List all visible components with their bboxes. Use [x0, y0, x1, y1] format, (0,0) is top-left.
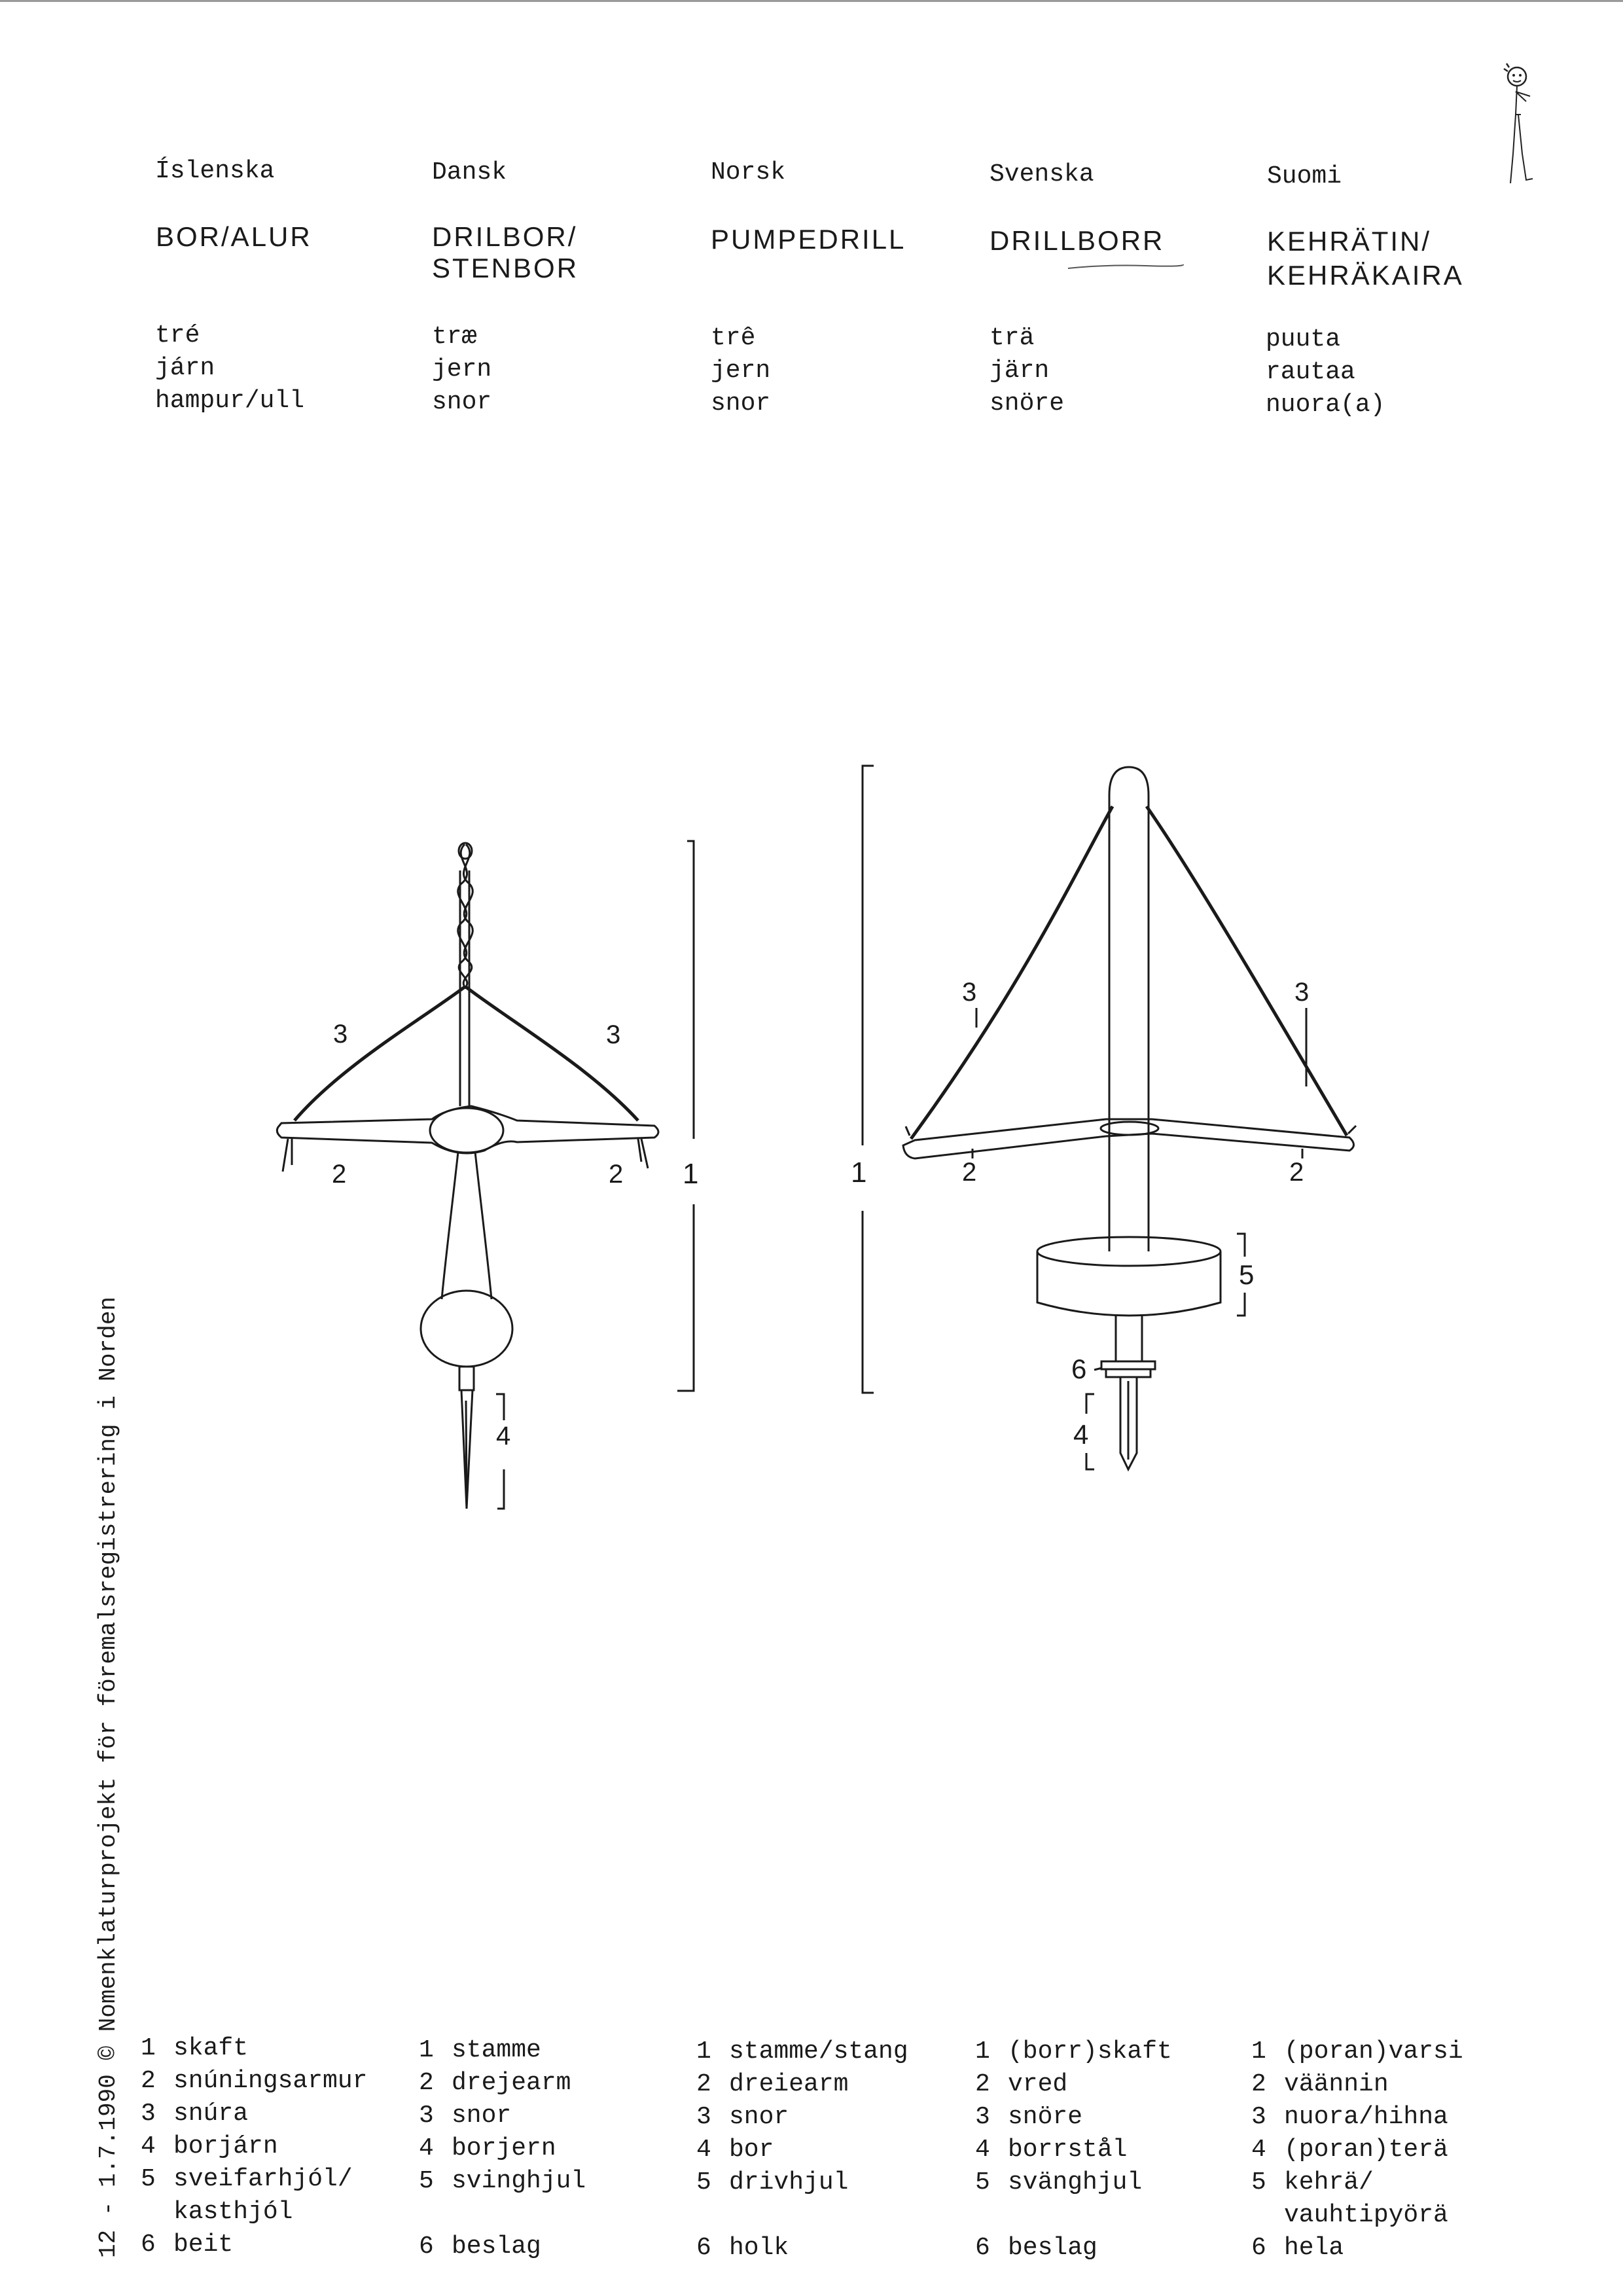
part-row: 5 sveifarhjól/ [141, 2165, 353, 2193]
part-row: 1 skaft [141, 2034, 249, 2062]
parts-dansk [419, 2034, 586, 2263]
term-line: PUMPEDRILL [711, 224, 906, 255]
parts-islenska [141, 2032, 367, 2261]
language-norsk: Norsk [711, 158, 786, 187]
part-row: 5 kehrä/ [1251, 2168, 1374, 2197]
part-row: 2 dreiearm [696, 2070, 849, 2098]
part-row: 2 väännin [1251, 2070, 1389, 2098]
term-line: DRILBOR/ [432, 221, 578, 252]
part-row: 3 snor [419, 2102, 512, 2130]
stick-figure-logo-icon [1492, 62, 1544, 193]
part-row [696, 2199, 908, 2232]
language-svenska: Svenska [990, 160, 1094, 188]
part-row: 4 (poran)terä [1251, 2136, 1448, 2164]
material-item: nuora(a) [1266, 391, 1385, 419]
language-suomi: Suomi [1267, 162, 1342, 190]
part-row: 2 drejearm [419, 2069, 571, 2097]
part-row: 6 holk [696, 2234, 789, 2262]
material-item: jern [432, 355, 492, 384]
language-dansk: Dansk [432, 158, 507, 187]
term-line: DRILLBORR [990, 225, 1165, 256]
material-item: trê [711, 324, 756, 352]
term-islenska [156, 220, 312, 254]
parts-norsk [696, 2036, 908, 2265]
part-row [419, 2198, 586, 2231]
term-line: STENBOR [432, 253, 579, 283]
part-row: 4 bor [696, 2136, 774, 2164]
right-label-6: 6 [1071, 1354, 1089, 1384]
material-item: jern [711, 357, 771, 385]
right-label-3a: 3 [962, 978, 979, 1007]
part-row: kasthjól [173, 2198, 293, 2226]
material-item: járn [155, 354, 215, 382]
left-label-2a: 2 [332, 1160, 349, 1189]
part-row: 3 snúra [141, 2100, 249, 2128]
material-item: snöre [990, 389, 1065, 418]
part-row: 2 vred [975, 2070, 1068, 2098]
material-item: snor [432, 388, 492, 416]
left-label-1: 1 [683, 1158, 701, 1190]
part-row: 5 svänghjul [975, 2168, 1143, 2197]
term-line: KEHRÄKAIRA [1267, 260, 1464, 291]
right-pump-drill-figure [851, 759, 1414, 1486]
materials-svenska [990, 322, 1064, 420]
left-label-4: 4 [496, 1422, 513, 1450]
part-row: vauhtipyörä [1284, 2201, 1448, 2229]
term-norsk [711, 223, 906, 257]
part-row: 4 borrstål [975, 2136, 1128, 2164]
part-row: 1 stamme [419, 2036, 541, 2064]
term-line: BOR/ALUR [156, 221, 312, 252]
language-islenska: Íslenska [155, 157, 275, 185]
parts-suomi [1251, 2036, 1463, 2265]
part-row: 6 beslag [975, 2234, 1097, 2262]
right-label-1: 1 [851, 1157, 869, 1189]
part-row: 4 borjárn [141, 2132, 278, 2161]
side-caption: 12 - 1.7.1990 © Nomenklaturprojekt för föremalsregistrering i Norden [95, 1296, 122, 2258]
materials-dansk [432, 321, 491, 419]
term-dansk [432, 221, 579, 284]
part-row: 2 snúningsarmur [141, 2067, 368, 2095]
right-label-4: 4 [1073, 1419, 1091, 1450]
part-row [975, 2199, 1172, 2232]
right-label-2a: 2 [962, 1158, 979, 1187]
part-row: 4 borjern [419, 2134, 556, 2162]
scan-top-edge [0, 0, 1623, 2]
part-row: 1 (poran)varsi [1251, 2037, 1463, 2066]
part-row: 5 svinghjul [419, 2167, 586, 2195]
parts-svenska [975, 2036, 1172, 2265]
material-item: snor [711, 389, 771, 418]
term-suomi [1267, 224, 1464, 293]
material-item: puuta [1266, 325, 1341, 353]
part-row: 3 nuora/hihna [1251, 2103, 1448, 2131]
part-row: 6 hela [1251, 2234, 1344, 2262]
materials-norsk [711, 322, 770, 420]
material-item: järn [990, 357, 1050, 385]
material-item: træ [432, 323, 477, 351]
term-svenska [990, 224, 1164, 258]
left-label-3b: 3 [606, 1020, 623, 1049]
part-row: 6 beslag [419, 2233, 541, 2261]
left-label-2b: 2 [609, 1160, 626, 1189]
material-item: tré [155, 321, 200, 350]
right-label-2b: 2 [1289, 1158, 1306, 1187]
part-row: 3 snor [696, 2103, 789, 2131]
material-item: rautaa [1266, 358, 1355, 386]
left-label-3a: 3 [333, 1020, 350, 1049]
part-row: 5 drivhjul [696, 2168, 849, 2197]
part-row: 3 snöre [975, 2103, 1083, 2131]
materials-islenska [155, 319, 304, 418]
material-item: trä [990, 324, 1035, 352]
material-item: hampur/ull [155, 387, 305, 415]
materials-suomi [1266, 323, 1385, 422]
right-label-3b: 3 [1294, 978, 1311, 1007]
pen-stroke-underline [1067, 260, 1185, 274]
part-row: 1 (borr)skaft [975, 2037, 1172, 2066]
part-row: 1 stamme/stang [696, 2037, 908, 2066]
right-label-5: 5 [1239, 1259, 1257, 1290]
term-line: KEHRÄTIN/ [1267, 226, 1432, 257]
part-row: 6 beit [141, 2231, 234, 2259]
